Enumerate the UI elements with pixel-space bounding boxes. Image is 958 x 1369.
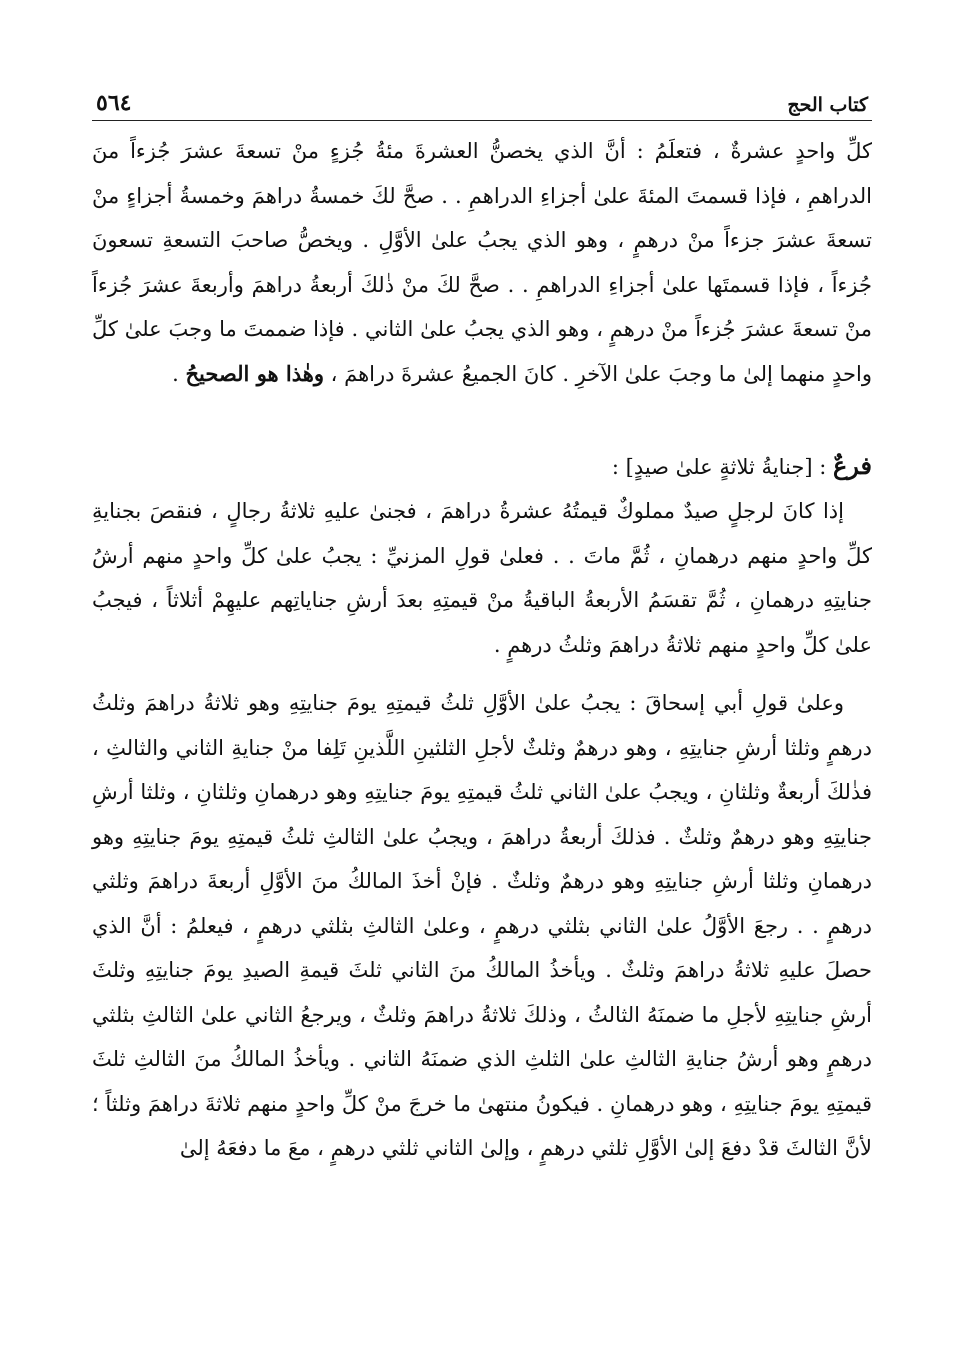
page-number: ٥٦٤ [96,90,132,116]
paragraph-1-text: كلِّ واحدٍ عشرةٌ ، فتعلَمُ : أنَّ الذي يخصنُّ العشرةَ مئةُ جُزءٍ منْ تسعةَ عشرَ جُزءاً منَ الدراهمِ ، فإذا قسمتَ المئةَ علىٰ أجزاءِ الدراهمِ . . صحَّ لكَ خمسةُ دراهمَ وخمسةُ أجزاءٍ منْ تسعةَ عشرَ جزءاً منْ درهمٍ ، وهو الذي يجبُ علىٰ الأوَّلِ . ويخصُّ صاحبَ التسعةِ تسعونَ جُزءاً ، فإذا قسمتَها علىٰ أجزاءِ الدراهمِ . . صحَّ لكَ منْ ذٰلكَ أربعةُ دراهمَ وأربعةَ عشرَ جُزءاً منْ تسعةَ عشرَ جُزءاً منْ درهمٍ ، وهو الذي يجبُ علىٰ الثاني . فإذا ضممتَ ما وجبَ علىٰ كلِّ واحدٍ منهما إلىٰ ما وجبَ علىٰ الآخرِ . كانَ الجميعُ عشرةَ دراهمَ ، [92,139,872,386]
paragraph-3: وعلىٰ قولِ أبي إسحاقَ : يجبُ علىٰ الأوَّلِ ثلثُ قيمتِهِ يومَ جنايتِهِ وهو ثلاثةُ دراهمَ وثلثُ درهمٍ وثلثا أرشِ جنايتِهِ ، وهو درهمٌ وثلثٌ لأجلِ الثلثينِ اللَّذينِ تَلِفا منْ جنايةِ الثاني والثالثِ ، فذٰلكَ أربعةٌ وثلثانِ ، ويجبُ علىٰ الثاني ثلثُ قيمتِهِ يومَ جنايتِهِ وهو درهمانِ وثلثانِ ، وثلثا أرشِ جنايتِهِ وهو درهمٌ وثلثٌ . فذلكَ أربعةُ دراهمَ ، ويجبُ علىٰ الثالثِ ثلثُ قيمتِهِ يومَ جنايتِهِ وهو درهمانِ وثلثا أرشِ جنايتِهِ وهو درهمٌ وثلثٌ . فإنْ أخذَ المالكُ منَ الأوَّلِ أربعةَ دراهمَ وثلثي درهمٍ . . رجعَ الأوَّلُ علىٰ الثاني بثلثي درهمٍ ، وعلىٰ الثالثِ بثلثي درهمٍ ، فيعلمُ : أنَّ الذي حصلَ عليهِ ثلاثةُ دراهمَ وثلثٌ . ويأخذُ المالكُ منَ الثاني ثلثَ قيمةِ الصيدِ يومَ جنايتِهِ وثلثَ أرشِ جنايتِهِ لأجلِ ما ضمنَهُ الثالثُ ، وذلكَ ثلاثةُ دراهمَ وثلثٌ ، ويرجعُ الثاني علىٰ الثالثِ بثلثي درهمٍ وهو أرشُ جنايةِ الثالثِ علىٰ الثلثِ الذي ضمنَهُ الثاني . ويأخذُ المالكُ منَ الثالثِ ثلثَ قيمتِهِ يومَ جنايتِهِ ، وهو درهمانِ . فيكونُ منتهىٰ ما خرجَ منْ كلِّ واحدٍ منهم ثلاثةَ دراهمَ وثلثاً ؛ لأنَّ الثالثَ قدْ دفعَ إلىٰ الأوَّلِ ثلثي درهمٍ ، وإلىٰ الثاني ثلثي درهمٍ ، معَ ما دفعَهُ إلىٰ [92,691,872,1160]
paragraph-1 [92,129,872,396]
paragraph-1-emphasis: وهٰذا هو الصحيحُ [185,360,324,386]
branch-heading [92,444,872,489]
page-header [92,80,872,121]
paragraph-2: إذا كانَ لرجلٍ صيدٌ مملوكٌ قيمتُهُ عشرةُ دراهمَ ، فجنىٰ عليهِ ثلاثةُ رجالٍ ، فنقصَ بجنايةِ كلِّ واحدٍ منهم درهمانِ ، ثُمَّ ماتَ . . فعلىٰ قولِ المزنيِّ : يجبُ علىٰ كلِّ واحدٍ منهم أرشُ جنايتِهِ درهمانِ ، ثُمَّ تقسَمُ الأربعةُ الباقيةُ منْ قيمتِهِ بعدَ أرشِ جناياتِهم عليهِمْ أثلاثاً ، فيجبُ علىٰ كلِّ واحدٍ منهم ثلاثةُ دراهمَ وثلثُ درهمٍ . [92,499,872,657]
running-title: كتاب الحج [787,94,868,116]
paragraph-spacer [92,667,872,681]
page-body [92,129,872,1171]
branch-label: فرعٌ [832,451,872,480]
paragraph-1-end: . [172,361,186,386]
branch-title: : [جنايةُ ثلاثةٍ علىٰ صيدٍ] : [611,455,833,479]
book-page [92,80,872,1171]
section-spacer [92,396,872,444]
